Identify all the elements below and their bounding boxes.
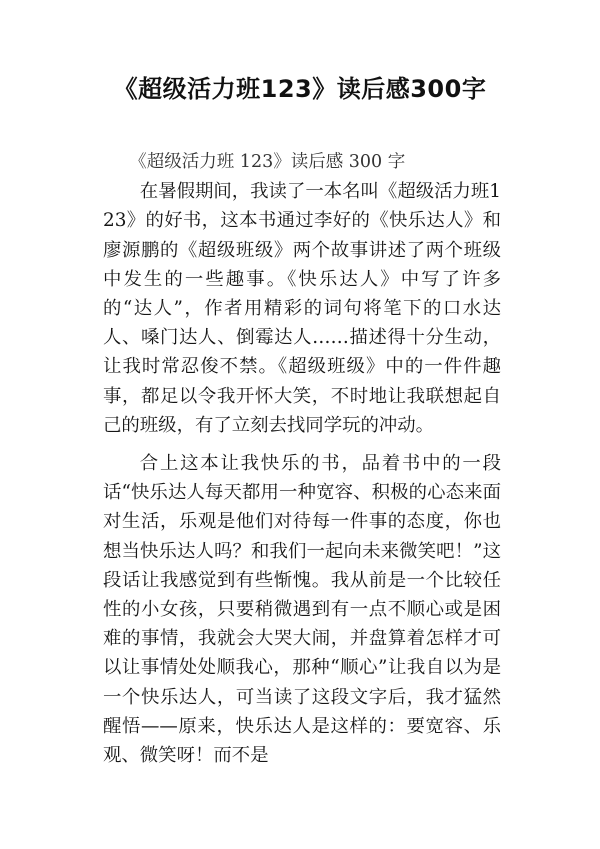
paragraph-2: 合上这本让我快乐的书，品着书中的一段话“快乐达人每天都用一种宽容、积极的心态来面对生活，乐观是他们对待每一件事的态度，你也想当快乐达人吗？和我们一起向未来微笑吧！”这段话让我感觉到有些惭愧。我从前是一个比较任性的小女孩，只要稍微遇到有一点不顺心或是困难的事情，我就会大哭大闹，并盘算着怎样才可以让事情处处顺我心，那种“顺心”让我自以为是一个快乐达人，可当读了这段文字后，我才猛然醒悟——原来，快乐达人是这样的：要宽容、乐观、微笑呀！而不是 <box>103 453 501 767</box>
document-body <box>103 148 501 770</box>
document-subtitle: 《超级活力班 123》读后感 300 字 <box>129 152 406 172</box>
paragraph-1: 在暑假期间，我读了一本名叫《超级活力班123》的好书，这本书通过李好的《快乐达人》和廖源鹏的《超级班级》两个故事讲述了两个班级中发生的一些趣事。《快乐达人》中写了许多的“达人”，作者用精彩的词句将笔下的口水达人、嗓门达人、倒霉达人……描述得十分生动，让我时常忍俊不禁。《超级班级》中的一件件趣事，都足以令我开怀大笑，不时地让我联想起自己的班级，有了立刻去找同学玩的冲动。 <box>103 181 501 436</box>
page-title: 《超级活力班123》读后感300字 <box>113 75 487 103</box>
